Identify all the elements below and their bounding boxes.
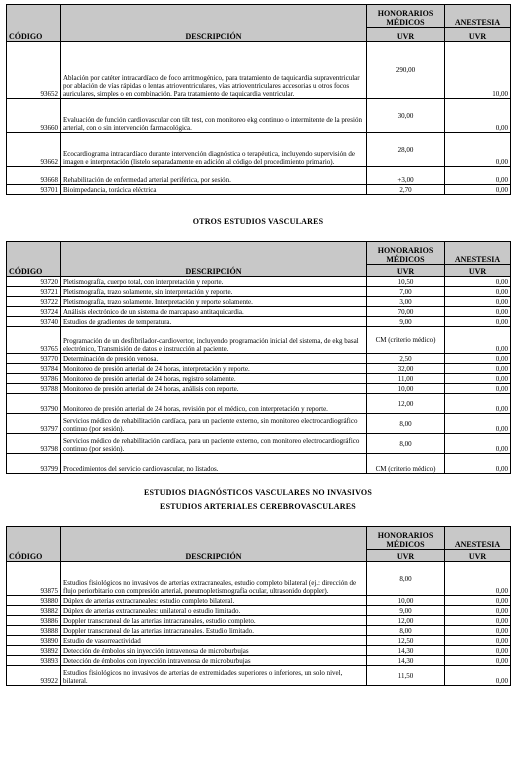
column-unit-anesthesia: UVR	[445, 265, 511, 277]
fee-table-2	[6, 241, 511, 474]
row-anesthesia: 0,00	[445, 277, 511, 287]
column-unit-fees: UVR	[367, 28, 445, 42]
row-anesthesia: 0,00	[445, 317, 511, 327]
row-code: 93721	[7, 287, 61, 297]
column-header-fees: HONORARIOS MÉDICOS	[367, 242, 445, 265]
row-code: 93893	[7, 656, 61, 666]
column-unit-anesthesia: UVR	[445, 28, 511, 42]
row-description: Ecocardiograma intracardíaco durante intervención diagnóstica o terapéutica, incluyendo supervisión de imagen e interpretación (listelo separadamente en adición al código del procedimiento primario).	[61, 133, 367, 167]
table-row	[7, 327, 511, 354]
row-anesthesia: 0,00	[445, 646, 511, 656]
row-fee: 9,00	[367, 606, 445, 616]
row-description: Procedimientos del servicio cardiovascular, no listados.	[61, 454, 367, 474]
section-title: OTROS ESTUDIOS VASCULARES	[192, 217, 324, 226]
row-code: 93724	[7, 307, 61, 317]
table-row	[7, 374, 511, 384]
row-description: Monitoreo de presión arterial de 24 horas, interpretación y reporte.	[61, 364, 367, 374]
fee-table-3	[6, 526, 511, 686]
row-code: 93892	[7, 646, 61, 656]
row-description: Análisis electrónico de un sistema de marcapaso antitaquicardia.	[61, 307, 367, 317]
column-header-anesthesia: ANESTESIA	[445, 527, 511, 550]
table-row	[7, 354, 511, 364]
row-fee: CM (criterio médico)	[367, 454, 445, 474]
row-fee: 7,00	[367, 287, 445, 297]
row-fee: 12,50	[367, 636, 445, 646]
column-header-description: DESCRIPCIÓN	[61, 527, 367, 562]
row-code: 93886	[7, 616, 61, 626]
row-fee: 10,00	[367, 384, 445, 394]
row-anesthesia: 0,00	[445, 626, 511, 636]
row-code: 93790	[7, 394, 61, 414]
row-code: 93786	[7, 374, 61, 384]
row-description: Monitoreo de presión arterial de 24 horas, análisis con reporte.	[61, 384, 367, 394]
row-anesthesia: 0,00	[445, 596, 511, 606]
row-code: 93652	[7, 42, 61, 99]
row-description: Estudios fisiológicos no invasivos de arterias de extremidades superiores o inferiores, un solo nivel, bilateral.	[61, 666, 367, 686]
column-header-description: DESCRIPCIÓN	[61, 5, 367, 42]
row-code: 93784	[7, 364, 61, 374]
row-fee: 14,30	[367, 646, 445, 656]
row-anesthesia: 0,00	[445, 364, 511, 374]
row-fee: 8,00	[367, 562, 445, 596]
row-anesthesia: 0,00	[445, 185, 511, 195]
row-fee: 10,50	[367, 277, 445, 287]
row-fee: 70,00	[367, 307, 445, 317]
row-anesthesia: 0,00	[445, 99, 511, 133]
row-code: 93668	[7, 167, 61, 185]
column-header-anesthesia: ANESTESIA	[445, 242, 511, 265]
row-anesthesia: 0,00	[445, 307, 511, 317]
row-anesthesia: 0,00	[445, 562, 511, 596]
row-code: 93880	[7, 596, 61, 606]
row-anesthesia: 0,00	[445, 167, 511, 185]
row-code: 93890	[7, 636, 61, 646]
table-row	[7, 394, 511, 414]
column-unit-anesthesia: UVR	[445, 550, 511, 562]
column-header-fees: HONORARIOS MÉDICOS	[367, 5, 445, 28]
row-anesthesia: 0,00	[445, 354, 511, 364]
row-code: 93765	[7, 327, 61, 354]
table-row	[7, 42, 511, 99]
row-fee: 12,00	[367, 394, 445, 414]
row-description: Monitoreo de presión arterial de 24 horas, registro solamente.	[61, 374, 367, 384]
row-fee: 2,70	[367, 185, 445, 195]
row-anesthesia: 0,00	[445, 133, 511, 167]
row-anesthesia: 0,00	[445, 616, 511, 626]
row-description: Dúplex de arterias extracraneales: estudio completo bilateral.	[61, 596, 367, 606]
column-header-anesthesia: ANESTESIA	[445, 5, 511, 28]
row-description: Monitoreo de presión arterial de 24 horas, revisión por el médico, con interpretación y reporte.	[61, 394, 367, 414]
row-description: Estudio de vasorreactividad	[61, 636, 367, 646]
row-fee: 8,00	[367, 414, 445, 434]
column-unit-fees: UVR	[367, 550, 445, 562]
row-fee: 8,00	[367, 626, 445, 636]
row-anesthesia: 0,00	[445, 327, 511, 354]
table-row	[7, 666, 511, 686]
row-code: 93882	[7, 606, 61, 616]
table-row	[7, 307, 511, 317]
row-fee: 2,50	[367, 354, 445, 364]
column-header-code: CÓDIGO	[7, 242, 61, 277]
section-title: ESTUDIOS DIAGNÓSTICOS VASCULARES NO INVASIVOS	[143, 488, 373, 497]
section-subtitle: ESTUDIOS ARTERIALES CEREBROVASCULARES	[160, 502, 356, 511]
row-code: 93662	[7, 133, 61, 167]
row-fee: 32,00	[367, 364, 445, 374]
table-row	[7, 606, 511, 616]
row-anesthesia: 0,00	[445, 454, 511, 474]
row-description: Detección de émbolos con inyección intravenosa de microburbujas	[61, 656, 367, 666]
row-description: Programación de un desfibrilador-cardiovertor, incluyendo programación inicial del sistema, de ekg basal electrónico, Transmisión de datos e instrucción al paciente.	[61, 327, 367, 354]
row-code: 93722	[7, 297, 61, 307]
column-unit-fees: UVR	[367, 265, 445, 277]
table-row	[7, 562, 511, 596]
row-description: Detección de émbolos sin inyección intravenosa de microburbujas	[61, 646, 367, 656]
row-description: Servicios médico de rehabilitación cardíaca, para un paciente externo, sin monitoreo electrocardiográfico continuo (por sesión).	[61, 414, 367, 434]
row-fee: 14,30	[367, 656, 445, 666]
row-anesthesia: 0,00	[445, 384, 511, 394]
row-anesthesia: 0,00	[445, 394, 511, 414]
table-row	[7, 616, 511, 626]
row-description: Estudios de gradientes de temperatura.	[61, 317, 367, 327]
row-code: 93660	[7, 99, 61, 133]
row-fee: 9,00	[367, 317, 445, 327]
table-row	[7, 364, 511, 374]
row-description: Doppler transcraneal de las arterias intracraneales. Estudio limitado.	[61, 626, 367, 636]
table-row	[7, 596, 511, 606]
table-row	[7, 656, 511, 666]
row-description: Estudios fisiológicos no invasivos de arterias extracraneales, estudio completo bilateral (ej.: dirección de flujo periorbitario con compresión arterial, pneumopletismografía ocular, ultrasonido doppler).	[61, 562, 367, 596]
row-anesthesia: 0,00	[445, 656, 511, 666]
row-code: 93799	[7, 454, 61, 474]
row-code: 93798	[7, 434, 61, 454]
table-row	[7, 133, 511, 167]
row-description: Dúplex de arterias extracraneales: unilateral o estudio limitado.	[61, 606, 367, 616]
row-code: 93770	[7, 354, 61, 364]
row-anesthesia: 0,00	[445, 414, 511, 434]
row-anesthesia: 0,00	[445, 434, 511, 454]
table-row	[7, 384, 511, 394]
row-code: 93720	[7, 277, 61, 287]
table-row	[7, 317, 511, 327]
row-description: Servicios médico de rehabilitación cardíaca, para un paciente externo, con monitoreo electrocardiográfico continuo (por sesión).	[61, 434, 367, 454]
table-row	[7, 287, 511, 297]
table-row	[7, 99, 511, 133]
row-anesthesia: 0,00	[445, 636, 511, 646]
row-fee: 12,00	[367, 616, 445, 626]
row-fee: 11,50	[367, 666, 445, 686]
row-anesthesia: 0,00	[445, 606, 511, 616]
row-code: 93701	[7, 185, 61, 195]
row-fee: 290,00	[367, 42, 445, 99]
table-row	[7, 646, 511, 656]
row-description: Pletismografía, cuerpo total, con interpretación y reporte.	[61, 277, 367, 287]
row-anesthesia: 0,00	[445, 666, 511, 686]
row-description: Doppler transcraneal de las arterias intracraneales, estudio completo.	[61, 616, 367, 626]
table-row	[7, 185, 511, 195]
row-description: Rehabilitación de enfermedad arterial periférica, por sesión.	[61, 167, 367, 185]
table-row	[7, 167, 511, 185]
row-fee: 28,00	[367, 133, 445, 167]
row-description: Bioimpedancia, torácica eléctrica	[61, 185, 367, 195]
table-row	[7, 626, 511, 636]
row-code: 93875	[7, 562, 61, 596]
row-anesthesia: 10,00	[445, 42, 511, 99]
row-code: 93788	[7, 384, 61, 394]
table-row	[7, 297, 511, 307]
row-code: 93797	[7, 414, 61, 434]
row-description: Determinación de presión venosa.	[61, 354, 367, 364]
document-page	[6, 4, 510, 686]
row-anesthesia: 0,00	[445, 374, 511, 384]
table-row	[7, 277, 511, 287]
fee-table-1	[6, 4, 511, 195]
column-header-code: CÓDIGO	[7, 527, 61, 562]
row-fee: +3,00	[367, 167, 445, 185]
row-anesthesia: 0,00	[445, 287, 511, 297]
table-row	[7, 414, 511, 434]
row-code: 93888	[7, 626, 61, 636]
row-fee: 10,00	[367, 596, 445, 606]
row-fee: 30,00	[367, 99, 445, 133]
row-fee: 3,00	[367, 297, 445, 307]
row-fee: CM (criterio médico)	[367, 327, 445, 354]
row-description: Pletismografía, trazo solamente. Interpretación y reporte solamente.	[61, 297, 367, 307]
row-code: 93922	[7, 666, 61, 686]
row-fee: 8,00	[367, 434, 445, 454]
column-header-code: CÓDIGO	[7, 5, 61, 42]
row-description: Evaluación de función cardiovascular con tilt test, con monitoreo ekg continuo o intermitente de la presión arterial, con o sin intervención farmacológica.	[61, 99, 367, 133]
row-description: Pletismografía, trazo solamente, sin interpretación y reporte.	[61, 287, 367, 297]
row-fee: 11,00	[367, 374, 445, 384]
table-row	[7, 434, 511, 454]
table-row	[7, 636, 511, 646]
row-anesthesia: 0,00	[445, 297, 511, 307]
column-header-description: DESCRIPCIÓN	[61, 242, 367, 277]
table-row	[7, 454, 511, 474]
row-code: 93740	[7, 317, 61, 327]
column-header-fees: HONORARIOS MÉDICOS	[367, 527, 445, 550]
row-description: Ablación por catéter intracardíaco de foco arritmogénico, para tratamiento de taquicardia supraventricular por ablación de vías rápidas o lentas atrioventriculares, vías atrioventriculares accesorias u otros focos auriculares, simples o en combinación. Para tratamiento de taquicardia ventricular.	[61, 42, 367, 99]
